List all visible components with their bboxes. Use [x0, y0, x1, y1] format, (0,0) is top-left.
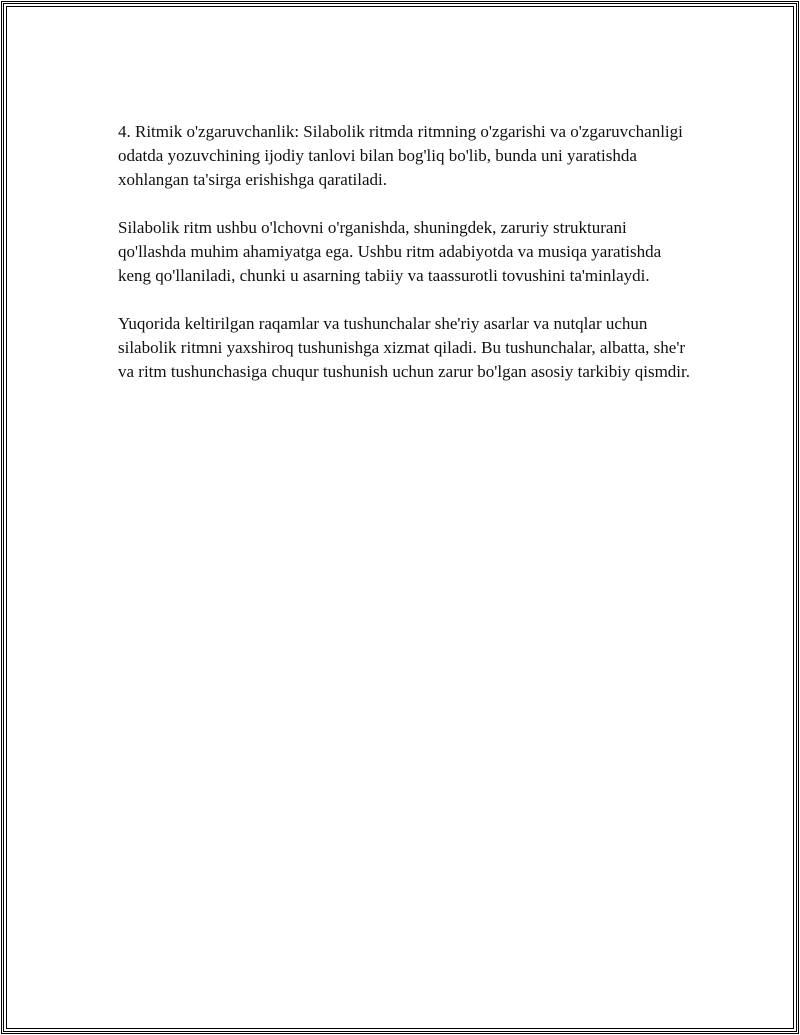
document-body: [118, 120, 698, 408]
paragraph-rhythmic-variability: 4. Ritmik o'zgaruvchanlik: Silabolik ritmda ritmning o'zgarishi va o'zgaruvchanligi odatda yozuvchining ijodiy tanlovi bilan bog'liq bo'lib, bunda uni yaratishda xohlangan ta'sirga erishishga qaratiladi.: [118, 122, 683, 189]
paragraph-syllabic-rhythm-importance: Silabolik ritm ushbu o'lchovni o'rganishda, shuningdek, zaruriy strukturani qo'llashda muhim ahamiyatga ega. Ushbu ritm adabiyotda va musiqa yaratishda keng qo'llaniladi, chunki u asarning tabiiy va taassurotli tovushini ta'minlaydi.: [118, 218, 662, 285]
paragraph-conclusion: Yuqorida keltirilgan raqamlar va tushunchalar she'riy asarlar va nutqlar uchun silabolik ritmni yaxshiroq tushunishga xizmat qiladi. Bu tushunchalar, albatta, she'r va ritm tushunchasiga chuqur tushunish uchun zarur bo'lgan asosiy tarkibiy qismdir.: [118, 314, 690, 381]
page-border: [1, 1, 799, 1034]
